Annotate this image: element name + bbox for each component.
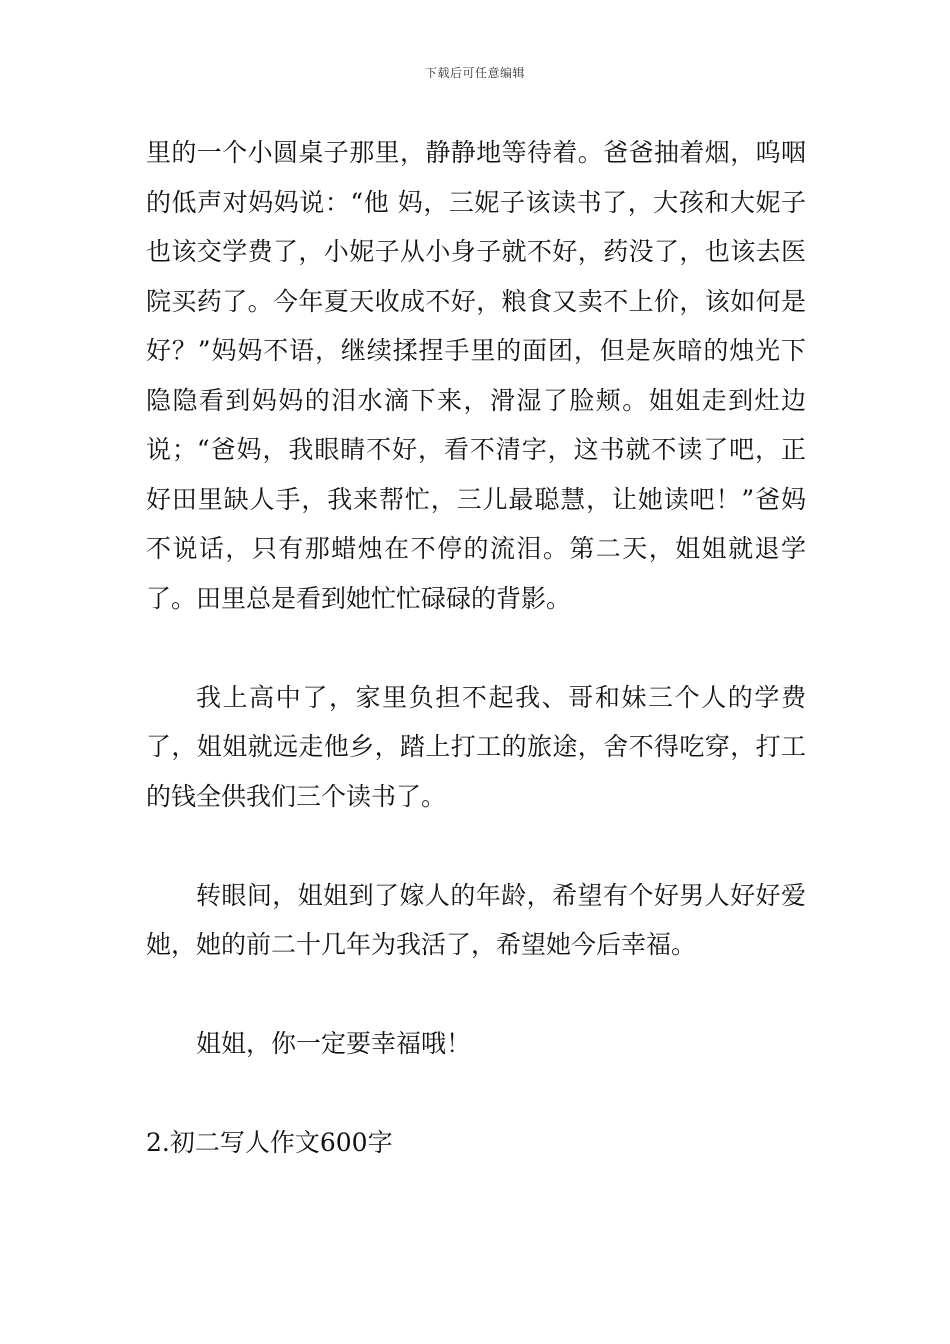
paragraph-spacer xyxy=(146,623,806,673)
paragraph-2: 我上高中了，家里负担不起我、哥和妹三个人的学费了，姐姐就远走他乡，踏上打工的旅途，舍不得吃穿，打工的钱全供我们三个读书了。 xyxy=(146,682,806,811)
paragraph-spacer xyxy=(146,970,806,1020)
page-header: 下载后可任意编辑 xyxy=(424,66,525,80)
paragraph-1: 里的一个小圆桌子那里，静静地等待着。爸爸抽着烟，呜咽的低声对妈妈说：“他 妈，三妮子该读书了，大孩和大妮子也该交学费了，小妮子从小身子就不好，药没了，也该去医院买药了。今年夏天收成不好，粮食又卖不上价，该如何是好？”妈妈不语，继续揉捏手里的面团，但是灰暗的烛光下隐隐看到妈妈的泪水滴下来，滑湿了脸颊。姐姐走到灶边说；“爸妈，我眼睛不好，看不清字，这书就不读了吧，正好田里缺人手，我来帮忙，三儿最聪慧，让她读吧！”爸妈不说话，只有那蜡烛在不停的流泪。第二天，姐姐就退学了。田里总是看到她忙忙碌碌的背影。 xyxy=(146,138,806,613)
section-heading: 2.初二写人作文600字 xyxy=(146,1128,393,1157)
paragraph-4: 姐姐，你一定要幸福哦！ xyxy=(196,1029,472,1058)
paragraph-3: 转眼间，姐姐到了嫁人的年龄，希望有个好男人好好爱她，她的前二十几年为我活了，希望她今后幸福。 xyxy=(146,880,806,959)
paragraph-spacer xyxy=(146,821,806,871)
paragraph-spacer xyxy=(146,1069,806,1119)
document-body xyxy=(146,128,806,1168)
